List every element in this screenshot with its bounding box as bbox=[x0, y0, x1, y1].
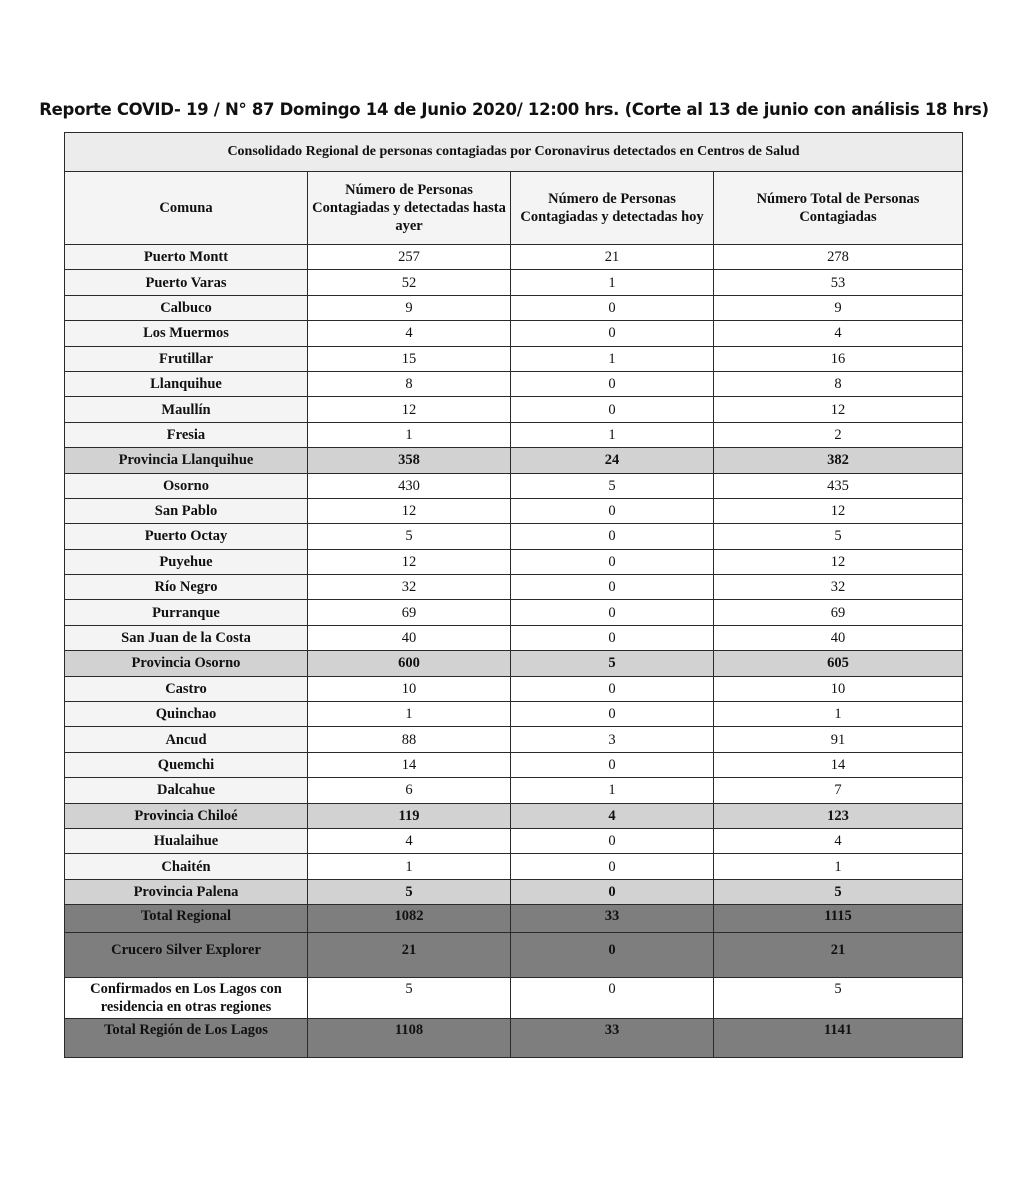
today-cell: 1 bbox=[511, 346, 714, 371]
table-row bbox=[65, 397, 963, 422]
table-row bbox=[65, 600, 963, 625]
table-header-row bbox=[65, 172, 963, 245]
comuna-cell: Puerto Montt bbox=[65, 245, 308, 270]
table-row bbox=[65, 727, 963, 752]
comuna-cell: San Juan de la Costa bbox=[65, 625, 308, 650]
total-cell: 10 bbox=[714, 676, 963, 701]
today-cell: 1 bbox=[511, 778, 714, 803]
comuna-cell: Dalcahue bbox=[65, 778, 308, 803]
until-yesterday-cell: 1108 bbox=[308, 1018, 511, 1057]
total-cell: 5 bbox=[714, 879, 963, 904]
comuna-cell: Ancud bbox=[65, 727, 308, 752]
today-cell: 24 bbox=[511, 448, 714, 473]
total-cell: 40 bbox=[714, 625, 963, 650]
today-cell: 0 bbox=[511, 625, 714, 650]
total-cell: 12 bbox=[714, 549, 963, 574]
header-comuna: Comuna bbox=[65, 172, 308, 245]
province-subtotal-row bbox=[65, 448, 963, 473]
until-yesterday-cell: 430 bbox=[308, 473, 511, 498]
today-cell: 0 bbox=[511, 371, 714, 396]
table-row bbox=[65, 371, 963, 396]
total-cell: 14 bbox=[714, 752, 963, 777]
comuna-cell: Maullín bbox=[65, 397, 308, 422]
table-row bbox=[65, 295, 963, 320]
until-yesterday-cell: 600 bbox=[308, 651, 511, 676]
total-cell: 123 bbox=[714, 803, 963, 828]
comuna-cell: Provincia Osorno bbox=[65, 651, 308, 676]
covid-report-table bbox=[64, 132, 963, 1058]
comuna-cell: Puerto Varas bbox=[65, 270, 308, 295]
comuna-cell: Puyehue bbox=[65, 549, 308, 574]
total-cell: 69 bbox=[714, 600, 963, 625]
today-cell: 33 bbox=[511, 1018, 714, 1057]
until-yesterday-cell: 15 bbox=[308, 346, 511, 371]
comuna-cell: Hualaihue bbox=[65, 828, 308, 853]
comuna-cell: Quemchi bbox=[65, 752, 308, 777]
total-cell: 4 bbox=[714, 321, 963, 346]
total-cell: 605 bbox=[714, 651, 963, 676]
until-yesterday-cell: 12 bbox=[308, 498, 511, 523]
total-cell: 12 bbox=[714, 498, 963, 523]
comuna-cell: Provincia Chiloé bbox=[65, 803, 308, 828]
comuna-cell: Castro bbox=[65, 676, 308, 701]
today-cell: 0 bbox=[511, 498, 714, 523]
comuna-cell: Osorno bbox=[65, 473, 308, 498]
today-cell: 21 bbox=[511, 245, 714, 270]
today-cell: 3 bbox=[511, 727, 714, 752]
cruise-row bbox=[65, 932, 963, 977]
until-yesterday-cell: 358 bbox=[308, 448, 511, 473]
until-yesterday-cell: 12 bbox=[308, 397, 511, 422]
table-row bbox=[65, 575, 963, 600]
total-cell: 53 bbox=[714, 270, 963, 295]
table-row bbox=[65, 702, 963, 727]
today-cell: 5 bbox=[511, 651, 714, 676]
until-yesterday-cell: 40 bbox=[308, 625, 511, 650]
total-cell: 9 bbox=[714, 295, 963, 320]
report-title: Reporte COVID- 19 / N° 87 Domingo 14 de Junio 2020/ 12:00 hrs. (Corte al 13 de junio con análisis 18 hrs) bbox=[39, 100, 989, 119]
comuna-cell: Provincia Llanquihue bbox=[65, 448, 308, 473]
header-until-yesterday: Número de Personas Contagiadas y detectadas hasta ayer bbox=[308, 172, 511, 245]
comuna-cell: Chaitén bbox=[65, 854, 308, 879]
table-caption-row bbox=[65, 133, 963, 172]
until-yesterday-cell: 257 bbox=[308, 245, 511, 270]
today-cell: 0 bbox=[511, 600, 714, 625]
province-subtotal-row bbox=[65, 803, 963, 828]
table-row bbox=[65, 498, 963, 523]
table-row bbox=[65, 245, 963, 270]
until-yesterday-cell: 6 bbox=[308, 778, 511, 803]
total-cell: 16 bbox=[714, 346, 963, 371]
total-cell: 21 bbox=[714, 932, 963, 977]
grand-total-row bbox=[65, 1018, 963, 1057]
until-yesterday-cell: 5 bbox=[308, 879, 511, 904]
header-total: Número Total de Personas Contagiadas bbox=[714, 172, 963, 245]
today-cell: 0 bbox=[511, 854, 714, 879]
until-yesterday-cell: 1 bbox=[308, 702, 511, 727]
total-cell: 1 bbox=[714, 702, 963, 727]
until-yesterday-cell: 9 bbox=[308, 295, 511, 320]
today-cell: 33 bbox=[511, 905, 714, 932]
until-yesterday-cell: 14 bbox=[308, 752, 511, 777]
today-cell: 0 bbox=[511, 397, 714, 422]
total-cell: 278 bbox=[714, 245, 963, 270]
comuna-cell: Fresia bbox=[65, 422, 308, 447]
total-cell: 435 bbox=[714, 473, 963, 498]
until-yesterday-cell: 69 bbox=[308, 600, 511, 625]
comuna-cell: Confirmados en Los Lagos con residencia en otras regiones bbox=[65, 977, 308, 1018]
comuna-cell: Total Regional bbox=[65, 905, 308, 932]
until-yesterday-cell: 52 bbox=[308, 270, 511, 295]
comuna-cell: Los Muermos bbox=[65, 321, 308, 346]
until-yesterday-cell: 5 bbox=[308, 524, 511, 549]
table-row bbox=[65, 828, 963, 853]
until-yesterday-cell: 4 bbox=[308, 828, 511, 853]
table-row bbox=[65, 778, 963, 803]
table-row bbox=[65, 625, 963, 650]
comuna-cell: Purranque bbox=[65, 600, 308, 625]
total-cell: 91 bbox=[714, 727, 963, 752]
until-yesterday-cell: 4 bbox=[308, 321, 511, 346]
until-yesterday-cell: 10 bbox=[308, 676, 511, 701]
comuna-cell: Puerto Octay bbox=[65, 524, 308, 549]
today-cell: 0 bbox=[511, 932, 714, 977]
comuna-cell: Crucero Silver Explorer bbox=[65, 932, 308, 977]
table-row bbox=[65, 676, 963, 701]
province-subtotal-row bbox=[65, 651, 963, 676]
total-cell: 1 bbox=[714, 854, 963, 879]
today-cell: 1 bbox=[511, 270, 714, 295]
total-cell: 2 bbox=[714, 422, 963, 447]
until-yesterday-cell: 5 bbox=[308, 977, 511, 1018]
until-yesterday-cell: 32 bbox=[308, 575, 511, 600]
table-body bbox=[65, 245, 963, 1058]
table-row bbox=[65, 752, 963, 777]
table-row bbox=[65, 549, 963, 574]
today-cell: 1 bbox=[511, 422, 714, 447]
today-cell: 0 bbox=[511, 321, 714, 346]
comuna-cell: Río Negro bbox=[65, 575, 308, 600]
today-cell: 0 bbox=[511, 549, 714, 574]
until-yesterday-cell: 1082 bbox=[308, 905, 511, 932]
comuna-cell: Total Región de Los Lagos bbox=[65, 1018, 308, 1057]
until-yesterday-cell: 88 bbox=[308, 727, 511, 752]
table-row bbox=[65, 854, 963, 879]
today-cell: 4 bbox=[511, 803, 714, 828]
until-yesterday-cell: 12 bbox=[308, 549, 511, 574]
comuna-cell: San Pablo bbox=[65, 498, 308, 523]
total-cell: 5 bbox=[714, 977, 963, 1018]
comuna-cell: Llanquihue bbox=[65, 371, 308, 396]
header-today: Número de Personas Contagiadas y detectadas hoy bbox=[511, 172, 714, 245]
total-cell: 12 bbox=[714, 397, 963, 422]
total-cell: 4 bbox=[714, 828, 963, 853]
total-cell: 7 bbox=[714, 778, 963, 803]
today-cell: 0 bbox=[511, 575, 714, 600]
table-row bbox=[65, 473, 963, 498]
today-cell: 0 bbox=[511, 676, 714, 701]
comuna-cell: Provincia Palena bbox=[65, 879, 308, 904]
regional-total-row bbox=[65, 905, 963, 932]
table-row bbox=[65, 270, 963, 295]
other-region-row bbox=[65, 977, 963, 1018]
total-cell: 8 bbox=[714, 371, 963, 396]
until-yesterday-cell: 21 bbox=[308, 932, 511, 977]
table-row bbox=[65, 524, 963, 549]
until-yesterday-cell: 1 bbox=[308, 854, 511, 879]
comuna-cell: Frutillar bbox=[65, 346, 308, 371]
table-caption: Consolidado Regional de personas contagiadas por Coronavirus detectados en Centros de Salud bbox=[65, 133, 963, 172]
today-cell: 0 bbox=[511, 702, 714, 727]
table-row bbox=[65, 422, 963, 447]
total-cell: 382 bbox=[714, 448, 963, 473]
today-cell: 0 bbox=[511, 977, 714, 1018]
total-cell: 32 bbox=[714, 575, 963, 600]
today-cell: 0 bbox=[511, 524, 714, 549]
province-subtotal-row bbox=[65, 879, 963, 904]
today-cell: 0 bbox=[511, 828, 714, 853]
today-cell: 0 bbox=[511, 879, 714, 904]
total-cell: 1141 bbox=[714, 1018, 963, 1057]
today-cell: 0 bbox=[511, 295, 714, 320]
total-cell: 1115 bbox=[714, 905, 963, 932]
total-cell: 5 bbox=[714, 524, 963, 549]
until-yesterday-cell: 119 bbox=[308, 803, 511, 828]
comuna-cell: Calbuco bbox=[65, 295, 308, 320]
comuna-cell: Quinchao bbox=[65, 702, 308, 727]
table-row bbox=[65, 346, 963, 371]
today-cell: 5 bbox=[511, 473, 714, 498]
table-row bbox=[65, 321, 963, 346]
until-yesterday-cell: 1 bbox=[308, 422, 511, 447]
today-cell: 0 bbox=[511, 752, 714, 777]
until-yesterday-cell: 8 bbox=[308, 371, 511, 396]
